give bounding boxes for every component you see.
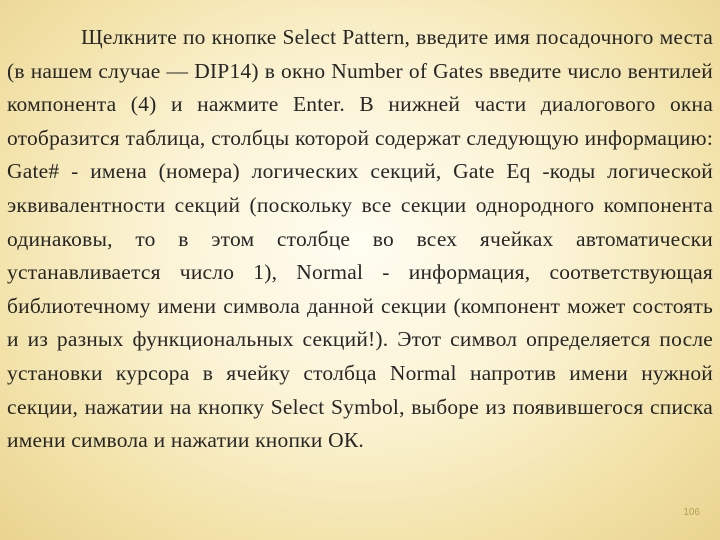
slide-body-text: Щелкните по кнопке Select Pattern, введите имя посадочного места (в нашем случае — DIP14) в окно Number of Gates введите число вентилей компонента (4) и нажмите Enter. В нижней части диалогового окна отобразится таблица, столбцы которой содержат следующую информацию: Gate# - имена (номера) логических секций, Gate Eq -коды логической эквивалентности секций (поскольку все секции однородного компонента одинаковы, то в этом столбце во всех ячейках автоматически устанавливается число 1), Normal - информация, соответствующая библиотечному имени символа данной секции (компонент может состоять и из разных функциональных секций!). Этот символ определяется после установки курсора в ячейку столбца Normal напротив имени нужной секции, нажатии на кнопку Select Symbol, выборе из появившегося списка имени символа и нажатии кнопки ОК.	[7, 25, 713, 453]
page-number: 106	[683, 507, 700, 518]
